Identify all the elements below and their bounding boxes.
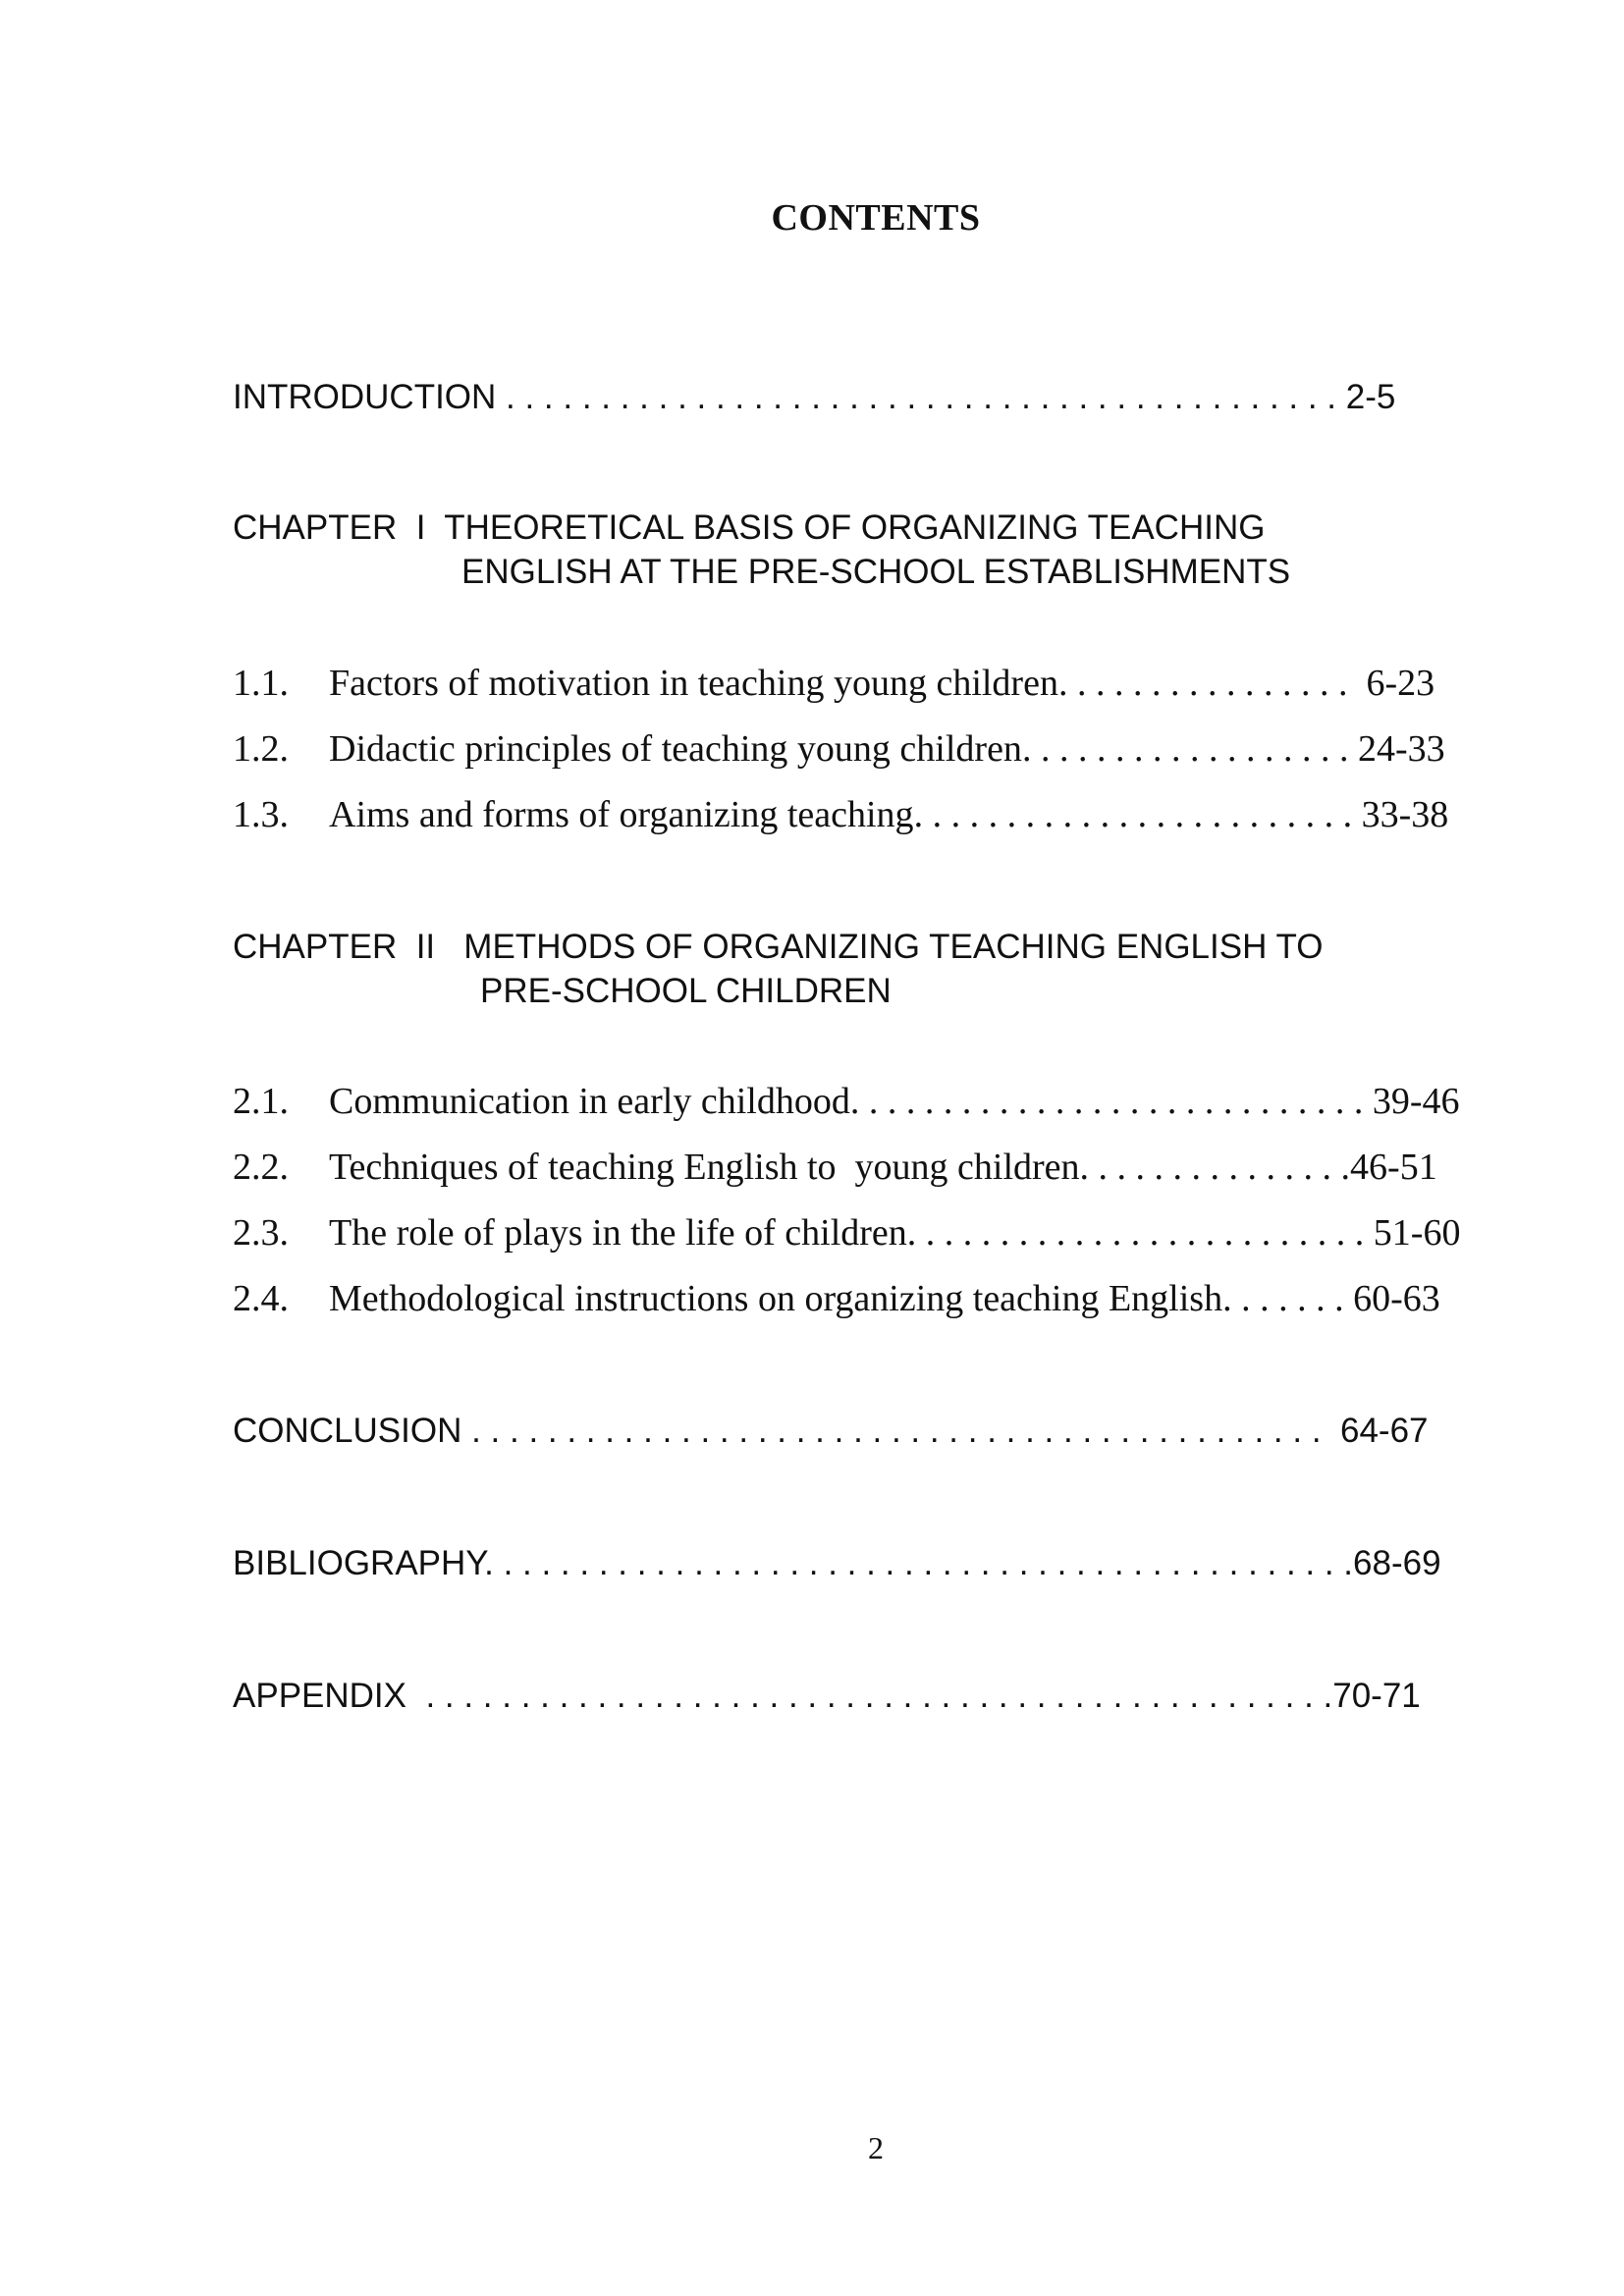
toc-entry-1-2 [233,726,1445,772]
toc-leader: . . . . . . . . . . . . . . . . . . . . . . . . . . . . . . . . . . . . . . . . . . . . [496,378,1346,416]
chapter2-heading-line1: CHAPTER II METHODS OF ORGANIZING TEACHING ENGLISH TO [233,928,1324,966]
toc-text: Techniques of teaching English to young children [329,1147,1080,1188]
toc-text: Factors of motivation in teaching young children [329,663,1058,704]
toc-number: 1.3. [233,794,289,835]
toc-leader: . . . . . . . . . . . . . . . . . . . . . . . . . . . . [849,1081,1373,1122]
toc-entry-2-3 [233,1210,1460,1255]
toc-text: Didactic principles of teaching young children [329,728,1022,770]
toc-pages: 60-63 [1353,1278,1440,1319]
toc-entry-1-3 [233,792,1448,837]
toc-leader: . . . . . . . . . . . . . . . . . . [1021,728,1358,770]
toc-entry-appendix [233,1674,1421,1719]
toc-pages: 2-5 [1345,378,1396,416]
toc-text: Methodological instructions on organizing teaching English [329,1278,1223,1319]
toc-entry-2-1 [233,1079,1460,1124]
toc-text: Aims and forms of organizing teaching [329,794,914,835]
toc-entry-bibliography [233,1541,1441,1586]
chapter2-heading-line2: PRE-SCHOOL CHILDREN [480,972,892,1010]
page-number: 2 [868,2130,884,2165]
toc-number: 1.1. [233,663,289,704]
toc-leader: . . . . . . . . . . . . . . . . . . . . . . . . . . . . . . . . . . . . . . . . . . . . . [461,1412,1340,1450]
toc-label: BIBLIOGRAPHY [233,1544,485,1582]
toc-label: CONCLUSION [233,1412,462,1450]
toc-pages: 6-23 [1366,663,1435,704]
toc-leader: . . . . . . . . . . . . . . . . [1057,663,1367,704]
toc-number: 2.4. [233,1278,289,1319]
toc-pages: 33-38 [1361,794,1449,835]
toc-leader: . . . . . . . . . . . . . . . . . . . . . . . . . . . . . . . . . . . . . . . . . . . . . . [484,1544,1354,1582]
toc-leader: . . . . . . . [1222,1278,1354,1319]
toc-pages: 70-71 [1332,1677,1421,1715]
toc-pages: 68-69 [1353,1544,1441,1582]
toc-label: APPENDIX [233,1677,406,1715]
toc-text: Communication in early childhood [329,1081,850,1122]
toc-entry-conclusion [233,1409,1429,1454]
toc-leader: . . . . . . . . . . . . . . . [1079,1147,1351,1188]
toc-leader: . . . . . . . . . . . . . . . . . . . . . . . . . [906,1212,1374,1254]
toc-text: The role of plays in the life of children [329,1212,907,1254]
toc-pages: 64-67 [1340,1412,1429,1450]
toc-pages: 24-33 [1357,728,1445,770]
chapter1-heading-line1: CHAPTER I THEORETICAL BASIS OF ORGANIZING TEACHING [233,508,1266,547]
toc-entry-2-2 [233,1145,1437,1190]
toc-pages: 39-46 [1372,1081,1460,1122]
toc-label: INTRODUCTION [233,378,497,416]
toc-leader: . . . . . . . . . . . . . . . . . . . . . . . . [913,794,1362,835]
chapter1-heading-line2: ENGLISH AT THE PRE-SCHOOL ESTABLISHMENTS [461,553,1291,591]
toc-entry-2-4 [233,1276,1440,1321]
toc-pages: 51-60 [1373,1212,1461,1254]
toc-leader: . . . . . . . . . . . . . . . . . . . . . . . . . . . . . . . . . . . . . . . . . . . . . . . . [406,1677,1333,1715]
toc-number: 2.3. [233,1212,289,1254]
toc-entry-introduction [233,375,1395,420]
toc-entry-1-1 [233,661,1435,706]
toc-number: 2.2. [233,1147,289,1188]
toc-number: 1.2. [233,728,289,770]
contents-title: CONTENTS [771,197,981,239]
toc-number: 2.1. [233,1081,289,1122]
toc-pages: 46-51 [1350,1147,1437,1188]
